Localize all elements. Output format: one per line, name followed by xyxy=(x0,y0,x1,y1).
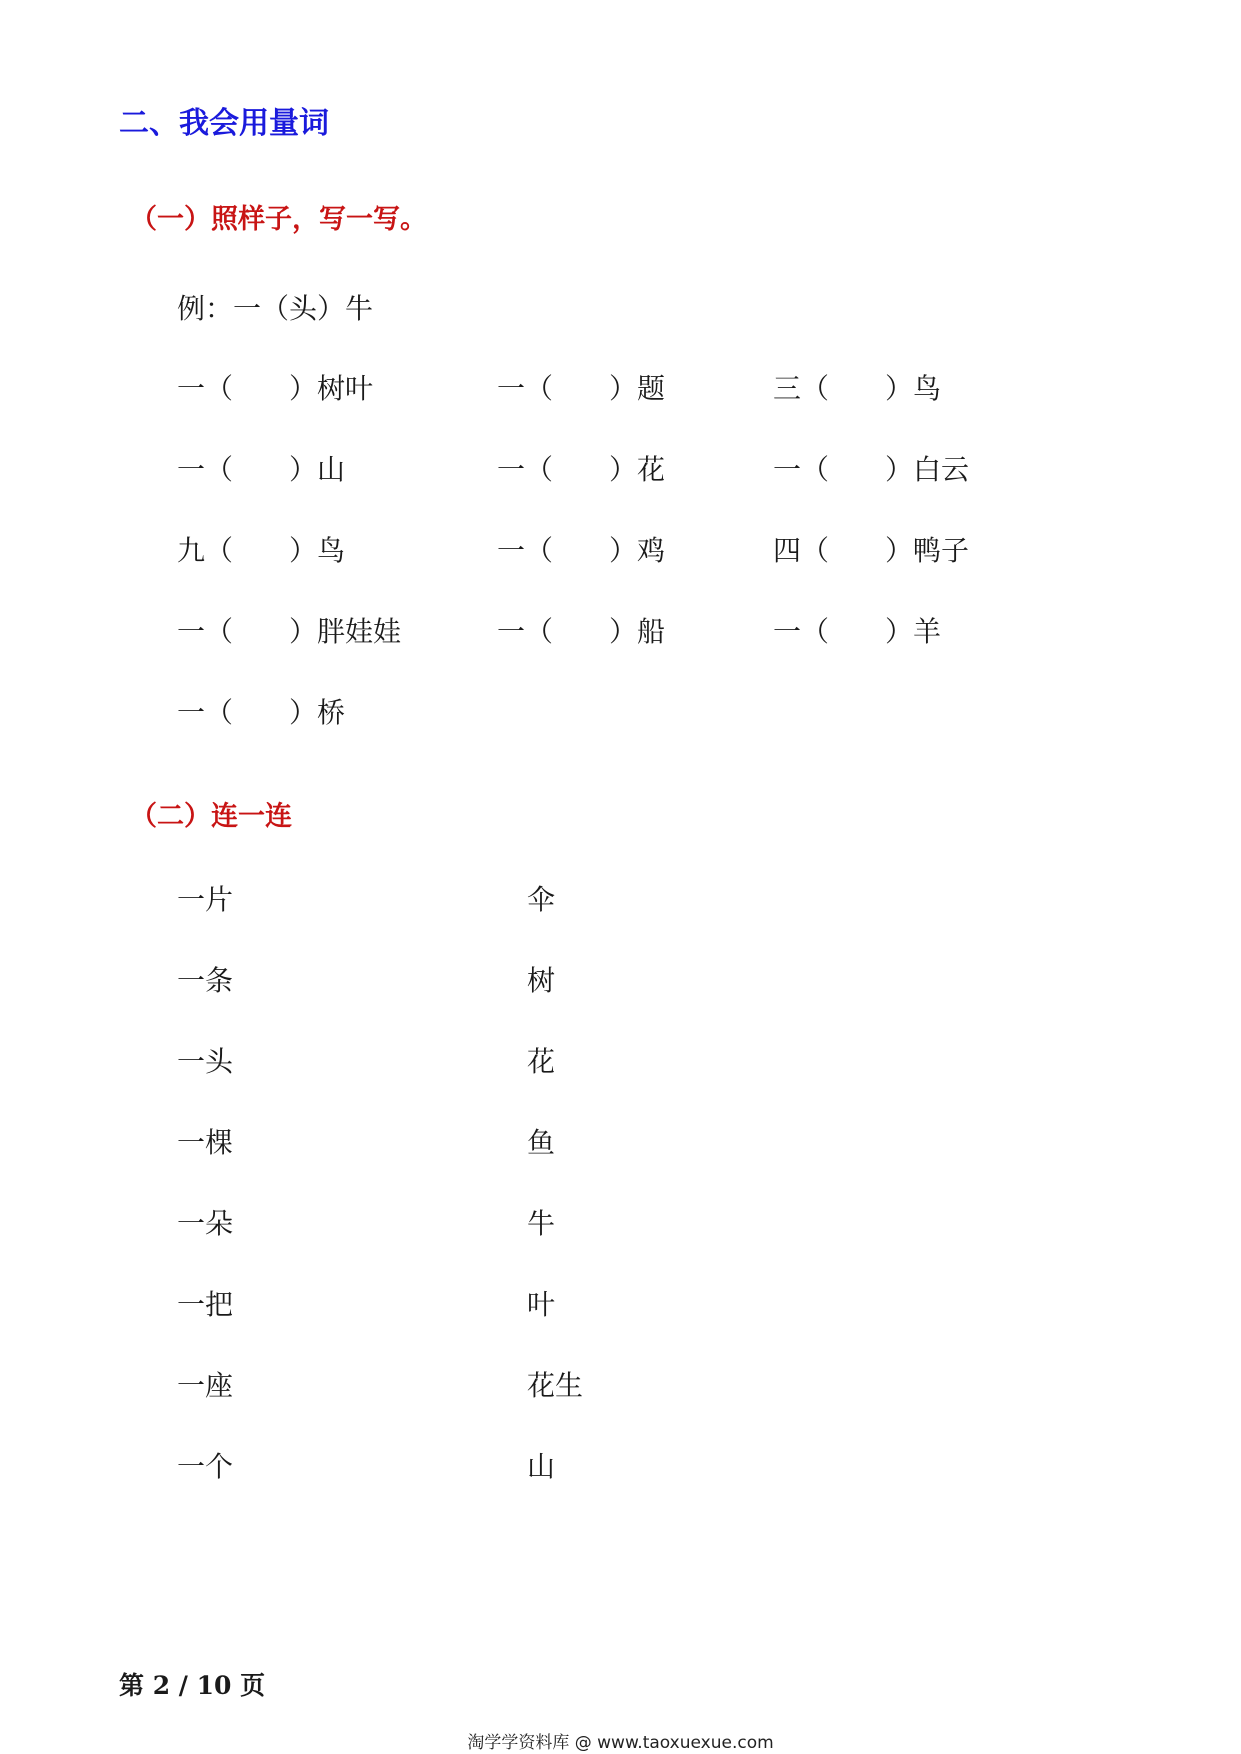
close-paren: ） xyxy=(289,615,318,648)
fill-blank-item xyxy=(497,534,666,567)
open-paren: （ xyxy=(205,615,234,648)
fill-blank-item xyxy=(773,534,970,567)
noun: 羊 xyxy=(913,615,942,648)
open-paren: （ xyxy=(525,372,554,405)
open-paren: （ xyxy=(205,534,234,567)
part1-title: （一）照样子，写一写。 xyxy=(130,204,427,235)
numeral: 九 xyxy=(177,534,206,567)
noun: 桥 xyxy=(317,696,346,729)
match-left-item[interactable]: 一头 xyxy=(177,1045,234,1078)
match-left-item[interactable]: 一片 xyxy=(177,883,234,916)
match-right-item[interactable]: 牛 xyxy=(527,1207,556,1240)
numeral: 一 xyxy=(497,453,526,486)
numeral: 一 xyxy=(773,453,802,486)
example-line: 例：一（头）牛 xyxy=(177,292,374,325)
fill-blank-item xyxy=(773,372,942,405)
noun: 胖娃娃 xyxy=(317,615,402,648)
fill-blank-item xyxy=(177,696,346,729)
open-paren: （ xyxy=(801,372,830,405)
numeral: 一 xyxy=(497,372,526,405)
open-paren: （ xyxy=(205,453,234,486)
match-left-item[interactable]: 一朵 xyxy=(177,1207,234,1240)
match-left-item[interactable]: 一把 xyxy=(177,1288,234,1321)
close-paren: ） xyxy=(885,534,914,567)
close-paren: ） xyxy=(289,696,318,729)
fill-blank-item xyxy=(497,615,666,648)
open-paren: （ xyxy=(205,372,234,405)
open-paren: （ xyxy=(205,696,234,729)
open-paren: （ xyxy=(801,453,830,486)
close-paren: ） xyxy=(885,453,914,486)
open-paren: （ xyxy=(525,534,554,567)
match-right-item[interactable]: 山 xyxy=(527,1450,556,1483)
match-right-item[interactable]: 树 xyxy=(527,964,556,997)
section-title: 二、我会用量词 xyxy=(119,106,329,141)
match-left-item[interactable]: 一个 xyxy=(177,1450,234,1483)
page-number: 第 2 / 10 页 xyxy=(119,1671,266,1700)
numeral: 四 xyxy=(773,534,802,567)
open-paren: （ xyxy=(525,453,554,486)
match-left-item[interactable]: 一座 xyxy=(177,1369,234,1402)
numeral: 三 xyxy=(773,372,802,405)
fill-blank-item xyxy=(177,372,374,405)
close-paren: ） xyxy=(289,372,318,405)
match-right-item[interactable]: 伞 xyxy=(527,883,556,916)
numeral: 一 xyxy=(177,372,206,405)
noun: 鸭子 xyxy=(913,534,970,567)
open-paren: （ xyxy=(801,615,830,648)
noun: 树叶 xyxy=(317,372,374,405)
close-paren: ） xyxy=(609,615,638,648)
watermark: 淘学学资料库 @ www.taoxuexue.com xyxy=(467,1733,774,1753)
fill-blank-item xyxy=(773,615,942,648)
match-right-item[interactable]: 叶 xyxy=(527,1288,556,1321)
open-paren: （ xyxy=(801,534,830,567)
fill-blank-item xyxy=(497,453,666,486)
noun: 鸡 xyxy=(637,534,666,567)
numeral: 一 xyxy=(177,453,206,486)
close-paren: ） xyxy=(609,534,638,567)
numeral: 一 xyxy=(177,615,206,648)
noun: 题 xyxy=(637,372,666,405)
match-right-item[interactable]: 鱼 xyxy=(527,1126,556,1159)
numeral: 一 xyxy=(497,615,526,648)
match-right-item[interactable]: 花 xyxy=(527,1045,556,1078)
numeral: 一 xyxy=(497,534,526,567)
close-paren: ） xyxy=(609,372,638,405)
numeral: 一 xyxy=(773,615,802,648)
part2-title: （二）连一连 xyxy=(130,801,292,832)
match-right-item[interactable]: 花生 xyxy=(527,1369,584,1402)
close-paren: ） xyxy=(289,534,318,567)
noun: 鸟 xyxy=(317,534,346,567)
close-paren: ） xyxy=(609,453,638,486)
numeral: 一 xyxy=(177,696,206,729)
open-paren: （ xyxy=(525,615,554,648)
noun: 白云 xyxy=(913,453,970,486)
fill-blank-item xyxy=(497,372,666,405)
fill-blank-item xyxy=(177,615,402,648)
noun: 山 xyxy=(317,453,346,486)
noun: 鸟 xyxy=(913,372,942,405)
close-paren: ） xyxy=(885,615,914,648)
fill-blank-item xyxy=(177,534,346,567)
noun: 花 xyxy=(637,453,666,486)
fill-blank-item xyxy=(773,453,970,486)
match-left-item[interactable]: 一棵 xyxy=(177,1126,234,1159)
fill-blank-item xyxy=(177,453,346,486)
close-paren: ） xyxy=(885,372,914,405)
match-left-item[interactable]: 一条 xyxy=(177,964,234,997)
close-paren: ） xyxy=(289,453,318,486)
noun: 船 xyxy=(637,615,666,648)
